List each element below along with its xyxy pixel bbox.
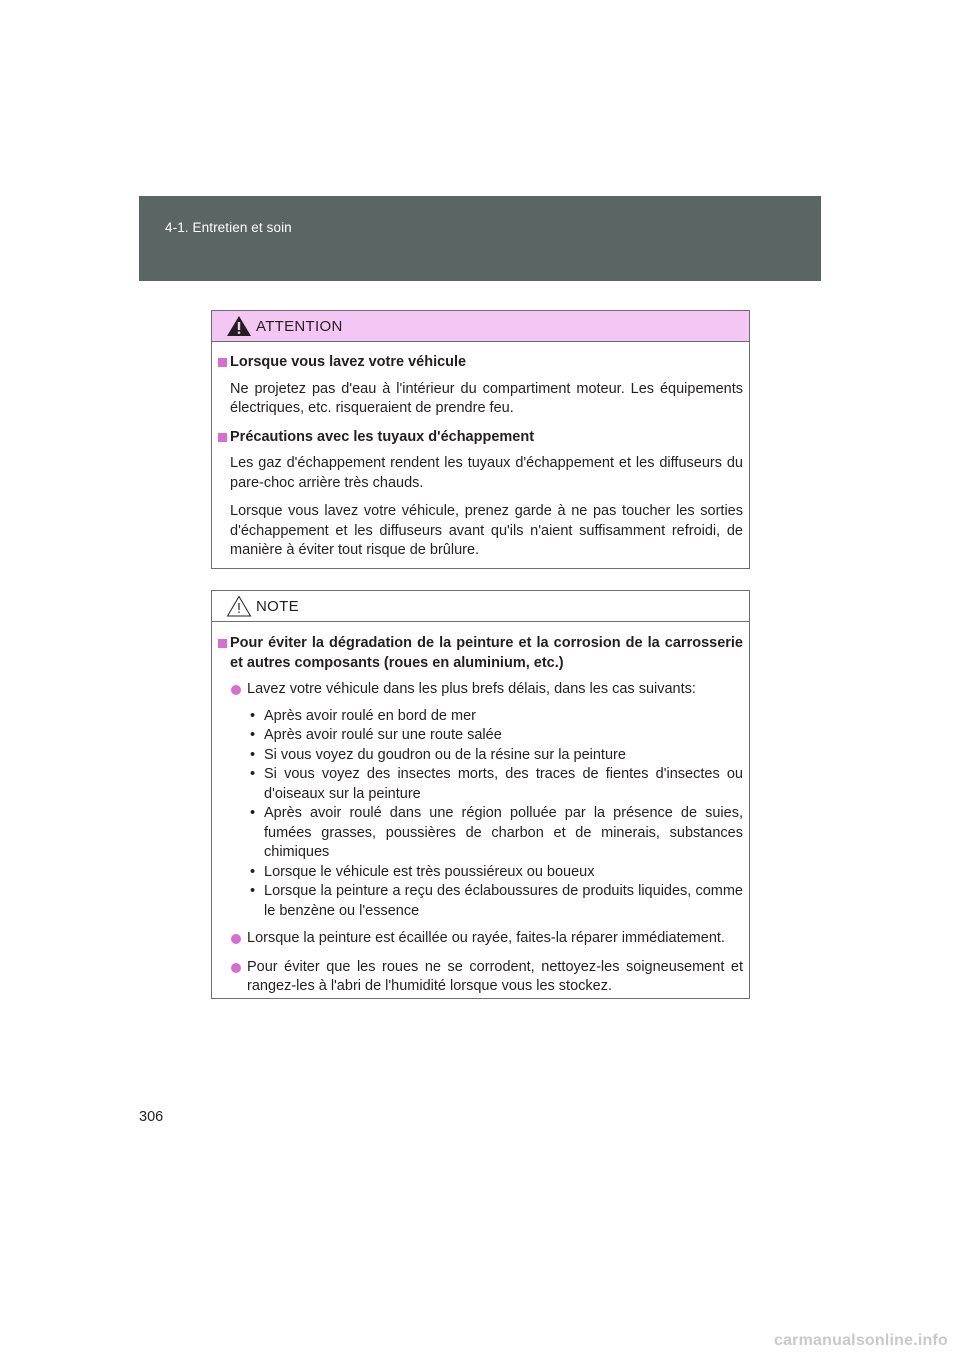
note-circle-item: Lavez votre véhicule dans les plus brefs délais, dans les cas suivants: [218,680,743,700]
warning-outline-icon [226,595,252,617]
attention-header [212,311,749,342]
attention-heading-exhaust: Précautions avec les tuyaux d'échappement [218,428,743,448]
list-item: • Après avoir roulé sur une route salée [250,727,502,743]
page-number: 306 [139,1109,164,1125]
section-header-band [139,196,821,281]
attention-paragraph: Ne projetez pas d'eau à l'intérieur du compartiment moteur. Les équipements électriques, etc. risqueraient de prendre feu. [230,380,743,416]
note-title: NOTE [256,598,299,615]
note-circle-item: Lorsque la peinture est écaillée ou rayée, faites-la réparer immédiatement. [218,929,743,949]
note-header [212,591,749,622]
list-item: • Si vous voyez des insectes morts, des traces de fientes d'insectes ou d'oiseaux sur la peinture [250,766,743,802]
note-bullet-list [218,707,743,922]
list-item: • Lorsque le véhicule est très poussiéreux ou boueux [250,863,595,880]
circle-bullet-icon [231,685,241,695]
note-heading: Pour éviter la dégradation de la peinture et la corrosion de la carrosserie et autres composants (roues en aluminium, etc.) [218,634,743,673]
square-bullet-icon [218,433,227,442]
note-body [212,622,749,997]
attention-body [212,342,749,561]
circle-bullet-icon [231,934,241,944]
attention-heading-washing: Lorsque vous lavez votre véhicule [218,353,743,373]
list-item: • Après avoir roulé en bord de mer [250,707,476,724]
attention-paragraph: Lorsque vous lavez votre véhicule, prenez garde à ne pas toucher les sorties d'échappement et les diffuseurs avant qu'ils n'aient suffisamment refroidi, de manière à éviter tout risque de brûlure. [230,503,743,558]
square-bullet-icon [218,358,227,367]
attention-box [211,310,750,569]
square-bullet-icon [218,639,227,648]
warning-filled-icon [226,315,252,337]
circle-bullet-icon [231,963,241,973]
note-box [211,590,750,999]
attention-paragraph: Les gaz d'échappement rendent les tuyaux d'échappement et les diffuseurs du pare-choc arrière très chauds. [230,455,743,491]
list-item: • Si vous voyez du goudron ou de la résine sur la peinture [250,746,626,763]
note-circle-item: Pour éviter que les roues ne se corrodent, nettoyez-les soigneusement et rangez-les à l'abri de l'humidité lorsque vous les stockez. [218,958,743,997]
list-item: • Après avoir roulé dans une région polluée par la présence de suies, fumées grasses, poussières de charbon et de minerais, substances chimiques [250,805,743,860]
attention-title: ATTENTION [256,318,343,335]
list-item: • Lorsque la peinture a reçu des éclaboussures de produits liquides, comme le benzène ou l'essence [250,883,743,919]
section-title: 4-1. Entretien et soin [165,220,292,235]
watermark: carmanualsonline.info [773,1332,948,1349]
